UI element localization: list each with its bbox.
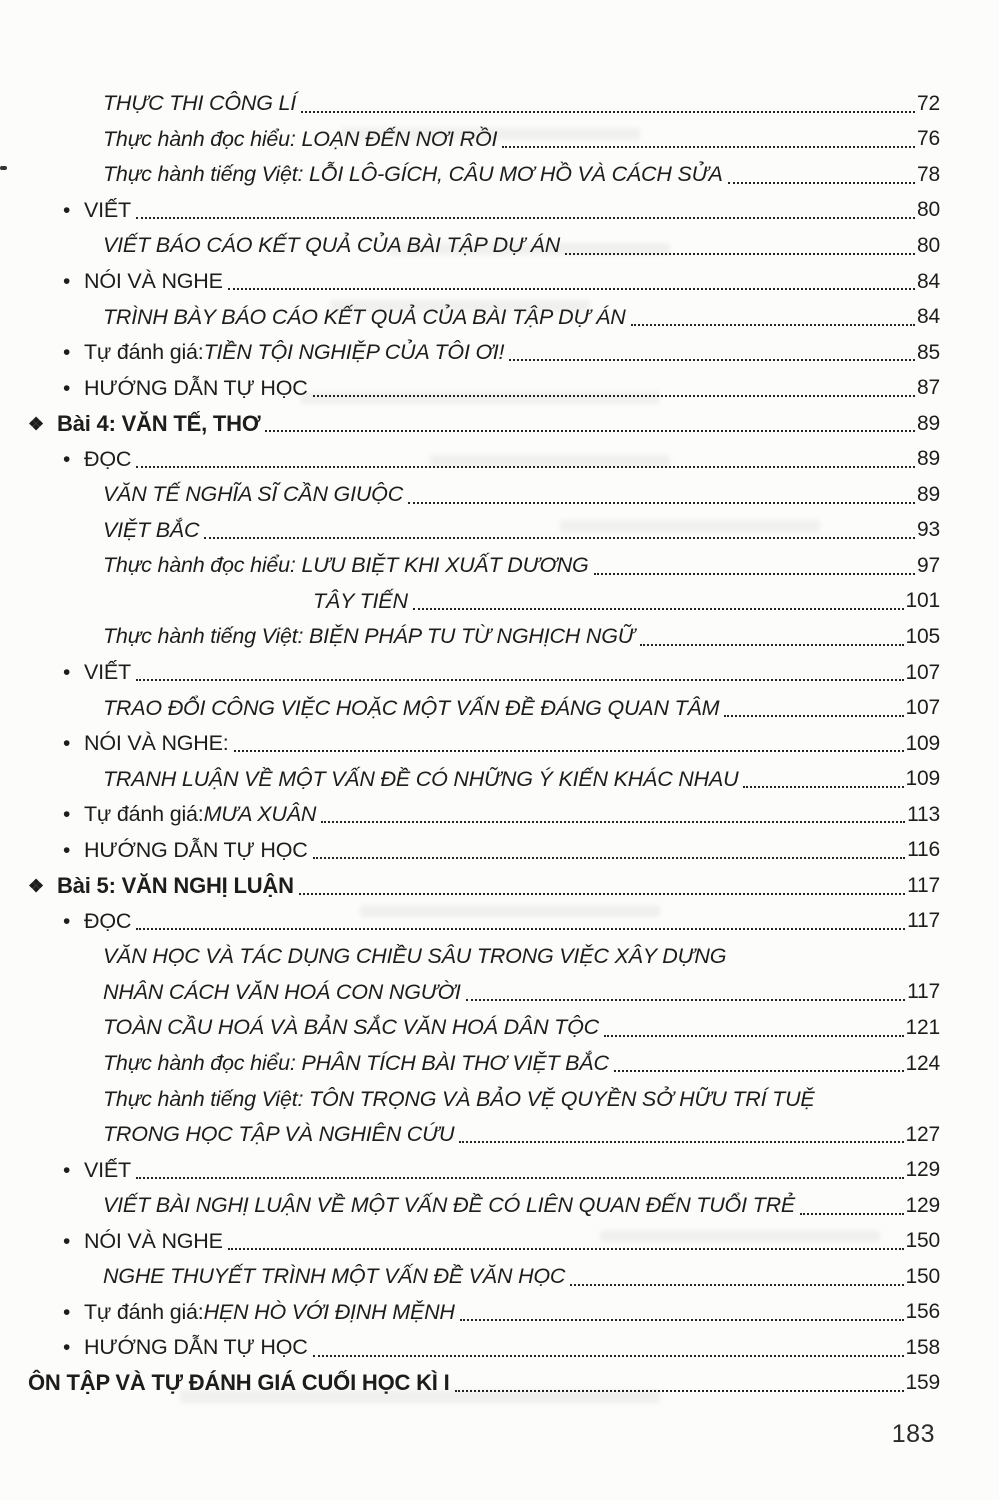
dot-leader <box>466 999 905 1001</box>
toc-page-number: 84 <box>917 305 940 329</box>
toc-row <box>0 1046 940 1082</box>
toc-entry-title: TÂY TIẾN <box>313 588 408 613</box>
toc-row <box>0 441 940 477</box>
toc-page-number: 78 <box>917 162 940 186</box>
dot-leader <box>228 1248 904 1250</box>
toc-entry-title: HẸN HÒ VỚI ĐỊNH MỆNH <box>203 1299 455 1324</box>
dot-leader <box>413 608 904 610</box>
dot-leader <box>313 395 915 397</box>
dot-leader <box>299 893 905 895</box>
dot-bullet-icon: • <box>63 1336 71 1360</box>
toc-page-number: 93 <box>917 518 940 542</box>
toc-page-number: 80 <box>917 198 940 222</box>
toc-page-number: 117 <box>907 873 940 897</box>
dot-leader <box>136 679 904 681</box>
toc-entry-label: ÔN TẬP VÀ TỰ ĐÁNH GIÁ CUỐI HỌC KÌ I <box>28 1370 450 1396</box>
dot-bullet-icon: • <box>63 198 71 222</box>
dot-leader <box>234 750 904 752</box>
toc-row <box>0 655 940 691</box>
toc-page-number: 72 <box>917 91 940 115</box>
toc-row <box>0 1152 940 1188</box>
dot-bullet-icon: • <box>63 1229 71 1253</box>
toc-entry-label: Tự đánh giá: <box>84 340 204 365</box>
toc-entry-label: Tự đánh giá: <box>84 1299 204 1324</box>
toc-page-number: 76 <box>917 127 940 151</box>
toc-entry-title: Thực hành đọc hiểu: LƯU BIỆT KHI XUẤT DƯƠNG <box>103 553 589 578</box>
toc-entry-label: ĐỌC <box>84 446 132 471</box>
toc-entry-title: VIẾT BÀI NGHỊ LUẬN VỀ MỘT VẤN ĐỀ CÓ LIÊN QUAN ĐẾN TUỔI TRẺ <box>103 1193 796 1218</box>
toc-page-number: 117 <box>907 980 940 1004</box>
dot-leader <box>313 857 906 859</box>
toc-entry-title: TOÀN CẦU HOÁ VÀ BẢN SẮC VĂN HOÁ DÂN TỘC <box>103 1015 599 1040</box>
dot-leader <box>743 786 903 788</box>
toc-row <box>0 406 940 442</box>
toc-page-number: 89 <box>917 447 940 471</box>
toc-entry-label: Bài 5: VĂN NGHỊ LUẬN <box>57 872 294 898</box>
toc-entry-label: NÓI VÀ NGHE <box>84 269 223 293</box>
toc-entry-label: NÓI VÀ NGHE: <box>84 731 229 756</box>
toc-row <box>0 157 940 193</box>
diamond-bullet-icon: ❖ <box>28 413 44 434</box>
toc-page-number: 121 <box>905 1015 940 1039</box>
toc-row <box>0 832 940 868</box>
toc-entry-title: TRANH LUẬN VỀ MỘT VẤN ĐỀ CÓ NHỮNG Ý KIẾN KHÁC NHAU <box>103 766 739 791</box>
toc-page-number: 124 <box>905 1051 940 1075</box>
dot-leader <box>565 253 915 255</box>
toc-entry-title: TIỀN TỘI NGHIỆP CỦA TÔI ƠI! <box>203 340 505 365</box>
toc-page-number: 85 <box>917 340 940 364</box>
toc-entry-label: VIẾT <box>84 1157 131 1182</box>
toc-row <box>0 335 940 371</box>
toc-page-number: 97 <box>917 553 940 577</box>
toc-row <box>0 1010 940 1046</box>
dot-leader <box>728 182 915 184</box>
dot-leader <box>594 573 915 575</box>
toc-entry-label: Tự đánh giá: <box>84 802 204 827</box>
toc-row <box>0 726 940 762</box>
toc-entry-title: Thực hành đọc hiểu: LOẠN ĐẾN NƠI RỒI <box>103 126 498 151</box>
toc-entry-title: TRONG HỌC TẬP VÀ NGHIÊN CỨU <box>103 1122 455 1147</box>
toc-entry-label: ĐỌC <box>84 908 132 933</box>
toc-row <box>0 299 940 335</box>
toc-entry-title: VIẾT BÁO CÁO KẾT QUẢ CỦA BÀI TẬP DỰ ÁN <box>103 233 561 258</box>
toc-entry-label: HƯỚNG DẪN TỰ HỌC <box>84 375 308 400</box>
toc-row <box>0 1366 940 1402</box>
toc-row <box>0 619 940 655</box>
dot-leader <box>301 111 915 113</box>
toc-row <box>0 1224 940 1260</box>
dot-leader <box>800 1213 904 1215</box>
dot-bullet-icon: • <box>63 1300 71 1324</box>
toc-page-number: 117 <box>907 909 940 933</box>
toc-page-number: 129 <box>905 1158 940 1182</box>
dot-bullet-icon: • <box>63 838 71 862</box>
toc-row <box>0 86 940 122</box>
toc-row <box>0 370 940 406</box>
toc-page-number: 129 <box>905 1193 940 1217</box>
toc-page-number: 89 <box>917 411 940 435</box>
toc-page-number: 159 <box>905 1371 940 1395</box>
toc-entry-title: Thực hành đọc hiểu: PHÂN TÍCH BÀI THƠ VIỆT BẮC <box>103 1051 609 1076</box>
toc-entry-title: VĂN TẾ NGHĨA SĨ CẦN GIUỘC <box>103 482 404 507</box>
dot-bullet-icon: • <box>63 376 71 400</box>
dot-bullet-icon: • <box>63 803 71 827</box>
toc-entry-label: HƯỚNG DẪN TỰ HỌC <box>84 837 308 862</box>
toc-row <box>0 1295 940 1331</box>
toc-entry-title: Thực hành tiếng Việt: LỖI LÔ-GÍCH, CÂU MƠ HỒ VÀ CÁCH SỬA <box>103 162 723 187</box>
toc-entry-title: VĂN HỌC VÀ TÁC DỤNG CHIỀU SÂU TRONG VIỆC XÂY DỰNG <box>103 944 727 969</box>
toc-page-number: 105 <box>905 624 940 648</box>
dot-leader <box>459 1141 903 1143</box>
toc-entry-label: HƯỚNG DẪN TỰ HỌC <box>84 1335 308 1360</box>
dot-leader <box>321 821 905 823</box>
dot-leader <box>455 1390 904 1392</box>
toc-entry-title: VIỆT BẮC <box>103 517 200 542</box>
toc-row <box>0 939 940 975</box>
toc-page-number: 101 <box>905 589 940 613</box>
dot-bullet-icon: • <box>63 661 71 685</box>
dot-leader <box>204 537 915 539</box>
toc-row <box>0 1330 940 1366</box>
toc-list <box>0 86 940 1401</box>
dot-leader <box>460 1319 904 1321</box>
dot-leader <box>614 1070 904 1072</box>
toc-entry-title: Thực hành tiếng Việt: TÔN TRỌNG VÀ BẢO VỆ QUYỀN SỞ HỮU TRÍ TUỆ <box>103 1086 815 1111</box>
dot-leader <box>502 146 915 148</box>
toc-row <box>0 1188 940 1224</box>
dot-leader <box>570 1284 903 1286</box>
toc-row <box>0 868 940 904</box>
toc-page-number: 116 <box>907 838 940 862</box>
dot-leader <box>136 928 905 930</box>
toc-entry-title: NHÂN CÁCH VĂN HOÁ CON NGƯỜI <box>103 979 461 1004</box>
toc-row <box>0 513 940 549</box>
toc-row <box>0 477 940 513</box>
dot-bullet-icon: • <box>63 909 71 933</box>
dot-bullet-icon: • <box>63 732 71 756</box>
dot-leader <box>408 502 915 504</box>
dot-leader <box>136 466 915 468</box>
toc-entry-title: TRÌNH BÀY BÁO CÁO KẾT QUẢ CỦA BÀI TẬP DỰ ÁN <box>103 304 626 329</box>
toc-entry-title: Thực hành tiếng Việt: BIỆN PHÁP TU TỪ NGHỊCH NGỮ <box>103 624 635 649</box>
toc-page-number: 107 <box>905 660 940 684</box>
toc-row <box>0 584 940 620</box>
toc-page-number: 84 <box>917 269 940 293</box>
toc-page-number: 156 <box>905 1300 940 1324</box>
dot-leader <box>509 359 915 361</box>
toc-row <box>0 797 940 833</box>
toc-row <box>0 1117 940 1153</box>
toc-row <box>0 1081 940 1117</box>
toc-entry-title: NGHE THUYẾT TRÌNH MỘT VẤN ĐỀ VĂN HỌC <box>103 1264 566 1289</box>
toc-row <box>0 1259 940 1295</box>
dot-bullet-icon: • <box>63 341 71 365</box>
diamond-bullet-icon: ❖ <box>28 875 44 896</box>
toc-row <box>0 975 940 1011</box>
toc-row <box>0 548 940 584</box>
toc-entry-label: VIẾT <box>84 660 131 685</box>
dot-leader <box>604 1035 904 1037</box>
toc-page-number: 150 <box>905 1264 940 1288</box>
dot-bullet-icon: • <box>63 1158 71 1182</box>
dot-leader <box>228 288 915 290</box>
dot-leader <box>631 324 915 326</box>
toc-row <box>0 193 940 229</box>
toc-page-number: 113 <box>907 802 940 826</box>
toc-page-number: 109 <box>905 731 940 755</box>
toc-entry-label: NÓI VÀ NGHE <box>84 1228 223 1253</box>
dot-bullet-icon: • <box>63 270 71 293</box>
toc-row <box>0 122 940 158</box>
dot-leader <box>136 217 915 219</box>
dot-leader <box>136 1177 904 1179</box>
toc-page-number: 107 <box>905 696 940 720</box>
toc-entry-label: Bài 4: VĂN TẾ, THƠ <box>57 410 261 436</box>
toc-page-number: 127 <box>905 1122 940 1146</box>
toc-row <box>0 228 940 264</box>
toc-row <box>0 690 940 726</box>
toc-page-number: 80 <box>917 233 940 257</box>
dot-leader <box>640 644 904 646</box>
toc-row <box>0 904 940 940</box>
dot-leader <box>724 715 903 717</box>
toc-row <box>0 264 940 300</box>
dot-leader <box>265 430 915 432</box>
folio-page-number: 183 <box>891 1420 935 1448</box>
toc-entry-title: MƯA XUÂN <box>203 802 317 827</box>
toc-page-number: 150 <box>905 1229 940 1253</box>
dot-bullet-icon: • <box>63 447 71 471</box>
dot-leader <box>313 1355 904 1357</box>
toc-page-number: 89 <box>917 482 940 506</box>
toc-page-number: 158 <box>905 1335 940 1359</box>
toc-page-number: 87 <box>917 376 940 400</box>
toc-entry-title: TRAO ĐỔI CÔNG VIỆC HOẶC MỘT VẤN ĐỀ ĐÁNG QUAN TÂM <box>103 695 720 720</box>
toc-entry-title: THỰC THI CÔNG LÍ <box>103 91 297 116</box>
toc-row <box>0 761 940 797</box>
toc-entry-label: VIẾT <box>84 197 131 222</box>
toc-page-number: 109 <box>905 767 940 791</box>
